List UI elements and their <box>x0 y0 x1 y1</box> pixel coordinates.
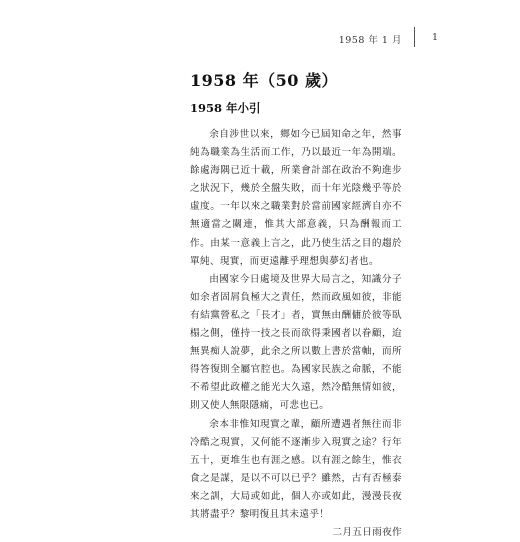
paragraph: 余本非惟知現實之輩，顧所遭遇者無往而非冷酷之現實，又何能不逐漸步入現實之途？行年五十，更堆生也有涯之感。以有涯之餘生，惟衣食之是謀，是以不可以已乎？雖然，古有否極泰來之訓，大局或如此，個人亦或如此，漫漫長夜其將盡乎？黎明復且其未遠乎！ <box>190 418 402 520</box>
header-divider <box>414 27 415 47</box>
section-title: 1958 年小引 <box>190 101 261 115</box>
running-head: 1958 年 1 月 <box>338 35 402 46</box>
page-number: 1 <box>432 32 439 43</box>
signature-line: 二月五日雨夜作 <box>332 527 402 539</box>
body-text <box>190 126 402 542</box>
paragraph: 余自涉世以來，鄉如今已屆知命之年，然事純為職業為生活而工作，乃以最近一年為開端。餘處海隅已近十載，所業會計部在政治不夠進步之狀況下，幾於全盤失敗，而十年光陰幾乎等於虛度。一年以來之職業對於當前國家經濟自亦不無適當之關連，惟其大部意義，只為酬報而工作。由某一意義上言之，此乃使生活之目的趨於單純、現實，而更遠離乎理想與夢幻者也。 <box>190 129 402 267</box>
chapter-title: 1958 年（50 歲） <box>190 71 338 90</box>
paragraph: 由國家今日處境及世界大局言之，知識分子如余者固屑負極大之責任，然而政風如彼，非能有結黨營私之「長才」者，實無由酬傭於彼等臥榻之側，僅持一技之長而欲得秉國者以眷顧，迨無異痴人說夢，此余之所以數上書於當軸，而所得答復則全屬官腔也。為國家民族之命脈，不能不希望此政權之能光大久遠，然冷酷無情如彼，則又使人無限隱痛，可悲也已。 <box>190 273 402 412</box>
